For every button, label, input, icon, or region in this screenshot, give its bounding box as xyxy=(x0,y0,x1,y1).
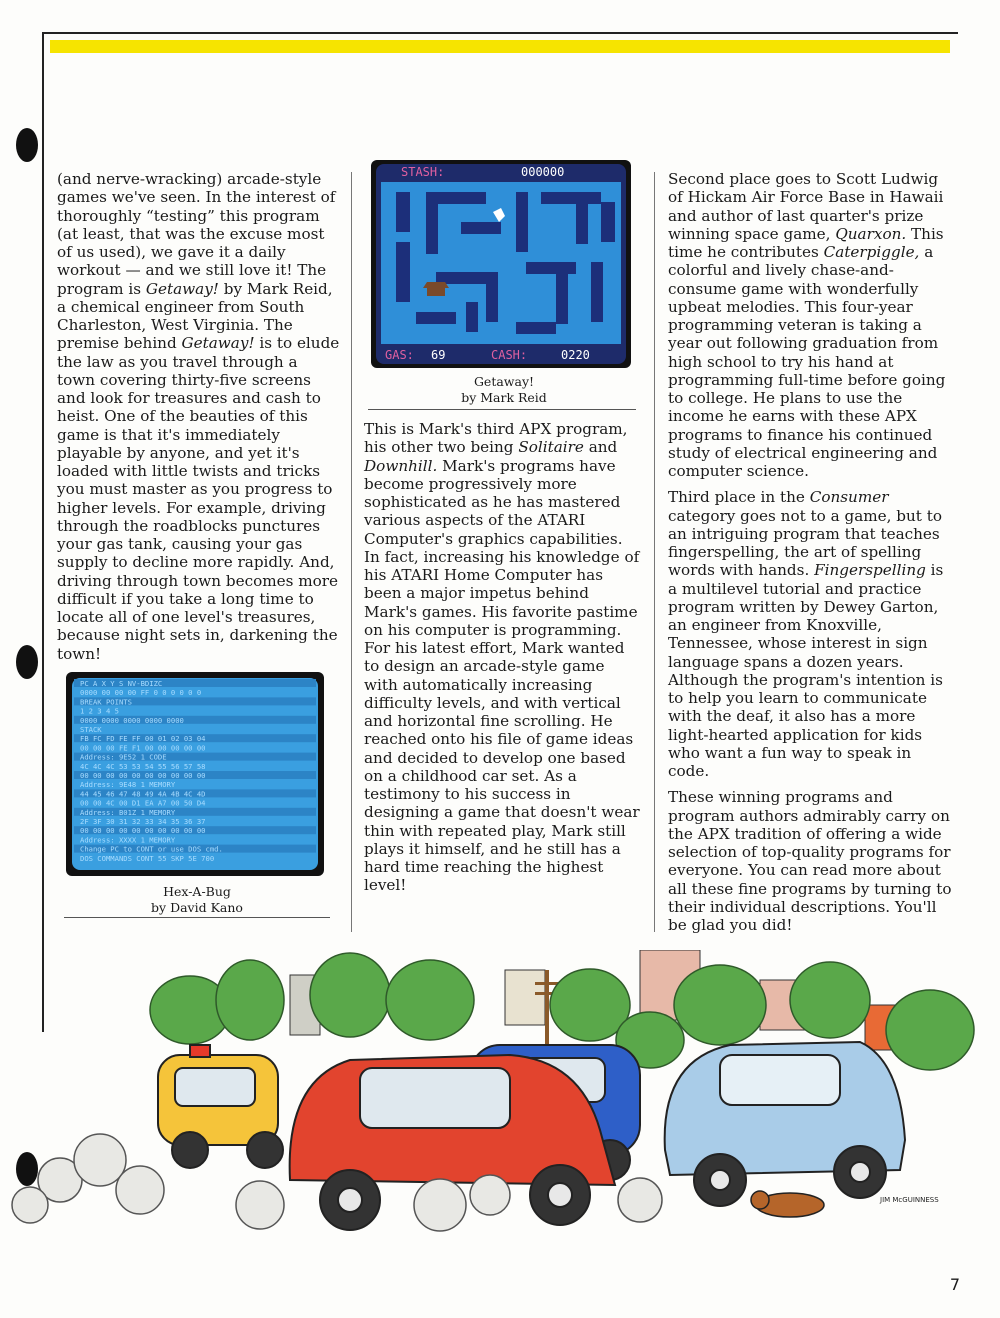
hex-screen-line: 44 45 46 47 48 49 4A 4B 4C 4D xyxy=(80,789,206,799)
binder-hole-top xyxy=(16,128,38,162)
header-yellow-bar xyxy=(50,40,950,53)
maze-wall xyxy=(486,272,498,322)
stash-value: 000000 xyxy=(521,165,565,179)
column-rule-1 xyxy=(351,172,352,932)
maze-wall xyxy=(516,192,528,252)
stash-label: STASH: xyxy=(401,165,445,179)
hex-screen-line: 0000 0000 0000 0000 0000 xyxy=(80,715,184,725)
maze-wall xyxy=(426,204,438,254)
getaway-caption xyxy=(371,374,637,406)
hex-screen-line: Change PC to CONT or use DOS cmd. xyxy=(80,844,223,854)
dog xyxy=(751,1191,824,1217)
maze-wall xyxy=(466,302,478,332)
hex-screen-line: Address: 9E52 1 CODE xyxy=(80,752,167,762)
hexabug-caption xyxy=(66,884,328,916)
getaway-caption-title: Getaway! xyxy=(473,374,535,389)
hex-screen-line: 00 00 00 00 00 00 00 00 00 00 xyxy=(80,771,206,780)
maze-wall xyxy=(556,274,568,324)
hex-screen-line: FB FC FD FE FF 00 01 02 03 04 xyxy=(80,734,206,744)
hexabug-caption-title: Hex-A-Bug xyxy=(163,884,231,899)
hexabug-caption-rule xyxy=(64,917,330,918)
maze-wall xyxy=(461,222,501,234)
col3-paragraph-2: Third place in the Consumer category goes not to a game, but to an intriguing program that teaches fingerspelling, the art of spelling words with hands. Fingerspelling is a multilevel tutorial and practice program written by Dewey Garton, an engineer from Knoxville, Tennessee, whose interest in sign language spans a dozen years. Although the program's intention is to help you learn to communicate with the deaf, it also has a more light-hearted application for kids who want a fun way to speak in code. xyxy=(668,488,944,780)
column-rule-2 xyxy=(654,172,655,932)
hex-screen-line: Address: XXXX 1 MEMORY xyxy=(80,835,176,845)
hex-screen-line: STACK xyxy=(80,725,102,734)
hex-screen-line: Address: 9E48 1 MEMORY xyxy=(80,780,176,790)
getaway-car xyxy=(665,1042,905,1206)
hex-screen-line: 1 2 3 4 5 xyxy=(80,706,119,716)
gas-value: 69 xyxy=(431,348,446,362)
maze-wall xyxy=(576,204,588,244)
hex-screen-line: DOS COMMANDS CONT 55 SKP 5E 700 xyxy=(80,853,215,863)
getaway-caption-rule xyxy=(368,409,636,410)
hex-screen-line: 4C 4C 4C 53 53 54 55 56 57 58 xyxy=(80,761,206,771)
page-number: 7 xyxy=(949,1275,960,1294)
hexabug-screenshot xyxy=(66,672,324,876)
maze-wall xyxy=(601,202,615,242)
hex-screen-line: BREAK POINTS xyxy=(80,697,132,707)
hex-screen-line: 00 00 4C 00 D1 EA A7 00 50 D4 xyxy=(80,798,206,808)
hexabug-screen-graphic xyxy=(66,672,324,876)
hex-screen-line: PC A X Y S NV-BDIZC xyxy=(80,679,163,688)
col2-paragraph: This is Mark's third APX program, his other two being Solitaire and Downhill. Mark's programs have become progressively more sophisticated as he has mastered various aspects of the ATARI Computer's graphics capabilities. In fact, increasing his knowledge of his ATARI Home Computer has been a major impetus behind Mark's games. His favorite pastime on his computer is programming. For his latest effort, Mark wanted to design an arcade-style game with automatically increasing difficulty levels, and with vertical and horizontal fine scrolling. He reached onto his file of game ideas and decided to develop one based on a childhood car set. As a testimony to his success in designing a game that doesn't wear thin with repeated play, Mark still plays it himself, and he still has a hard time reaching the highest level! xyxy=(364,420,640,895)
column-1 xyxy=(57,170,340,671)
column-3 xyxy=(668,170,956,942)
col1-paragraph: (and nerve-wracking) arcade-style games we've seen. In the interest of thoroughly “testing” this program (at least, that was the excuse most of us used), we gave it a daily workout — and we still love it! The program is Getaway! by Mark Reid, a chemical engineer from South Charleston, West Virginia. The premise behind Getaway! is to elude the law as you travel through a town covering thirty-five screens and look for treasures and cash to heist. One of the beauties of this game is that it's immediately playable by anyone, and yet it's loaded with little twists and tricks you must master as you progress to higher levels. For example, driving through the roadblocks punctures your gas tank, causing your gas supply to decline more rapidly. And, driving through town becomes more difficult if you take a long time to locate all of one level's treasures, because night sets in, darkening the town! xyxy=(57,170,340,663)
maze-wall xyxy=(396,192,410,232)
getaway-caption-author: by Mark Reid xyxy=(461,390,547,405)
hex-screen-line: Address: B01Z 1 MEMORY xyxy=(80,807,176,817)
hex-screen-line: 00 00 00 FE F1 00 00 00 00 00 xyxy=(80,743,206,753)
maze-wall xyxy=(396,242,410,302)
maze-wall xyxy=(526,262,576,274)
hexabug-caption-author: by David Kano xyxy=(151,900,243,915)
frame-left-rule xyxy=(42,32,44,1032)
hex-screen-line: 0000 00 00 00 FF 0 0 0 0 0 0 xyxy=(80,688,202,698)
hex-screen-line: 2F 3F 30 31 32 33 34 35 36 37 xyxy=(80,817,206,826)
maze-wall xyxy=(591,262,603,322)
maze-wall xyxy=(541,192,601,204)
maze-wall xyxy=(426,192,486,204)
police-chase-illustration xyxy=(0,950,1000,1260)
getaway-screenshot xyxy=(371,160,631,368)
col3-paragraph-3: These winning programs and program authors admirably carry on the APX tradition of offering a wide selection of top-quality programs for everyone. You can read more about all these fine programs by turning to their individual descriptions. You'll be glad you did! xyxy=(668,788,952,934)
binder-hole-middle xyxy=(16,645,38,679)
yellow-police-car xyxy=(158,1045,283,1168)
maze-wall xyxy=(416,312,456,324)
artist-signature: JIM McGUINNESS xyxy=(880,1196,939,1204)
frame-top-rule xyxy=(42,32,958,34)
column-2 xyxy=(364,420,642,903)
col3-paragraph-1: Second place goes to Scott Ludwig of Hickam Air Force Base in Hawaii and author of last quarter's prize winning space game, Quarxon. This time he contributes Caterpiggle, a colorful and lively chase-and-consume game with wonderfully upbeat melodies. This four-year programming veteran is taking a year out following graduation from high school to try his hand at programming full-time before going to college. He plans to use the income he earns with these APX programs to finance his continued study of electrical engineering and computer science. xyxy=(668,170,946,480)
cash-value: 0220 xyxy=(561,348,590,362)
hex-screen-line: 00 00 00 00 00 00 00 00 00 00 xyxy=(80,826,206,836)
getaway-screen-graphic xyxy=(371,160,631,368)
gas-label: GAS: xyxy=(385,348,414,362)
maze-wall xyxy=(516,322,556,334)
cash-label: CASH: xyxy=(491,348,528,362)
